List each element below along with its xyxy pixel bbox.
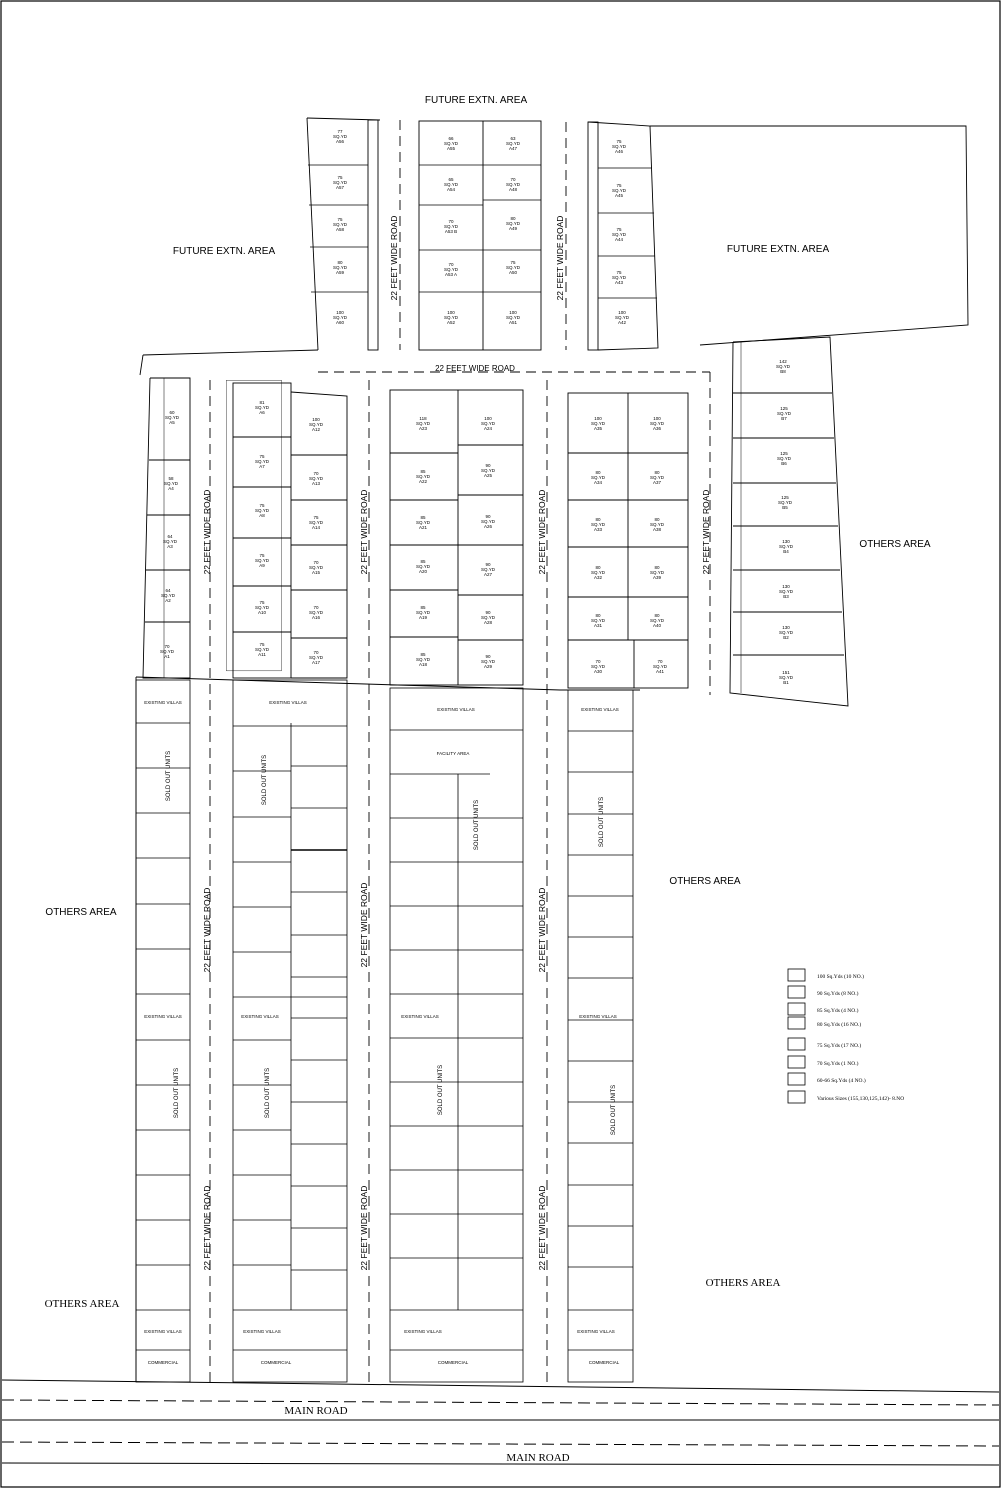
plot-a43: 75 SQ.YD A43 xyxy=(611,270,627,285)
commercial-label: COMMERCIAL xyxy=(260,1360,292,1365)
plot-a40: 80 SQ.YD A40 xyxy=(649,613,665,628)
plot-labels xyxy=(160,129,794,685)
plot-a55: 66 SQ.YD A55 xyxy=(443,136,459,151)
existing-villas-label: EXISTING VILLAS xyxy=(144,1014,182,1019)
plot-a21: 85 SQ.YD A21 xyxy=(415,515,431,530)
plot-a47: 63 SQ.YD A47 xyxy=(505,136,521,151)
plot-b1: 151 SQ.YD B1 xyxy=(778,670,794,685)
plot-a23: 118 SQ.YD A23 xyxy=(415,416,431,431)
existing-villas-label: EXISTING VILLAS xyxy=(241,1014,279,1019)
legend-swatch xyxy=(788,1017,805,1029)
plot-a15: 70 SQ.YD A15 xyxy=(308,560,324,575)
road-label-low-2: 22 FEET WIDE ROAD xyxy=(359,882,369,968)
existing-villas-label: EXISTING VILLAS xyxy=(401,1014,439,1019)
block-a6-a17 xyxy=(226,380,347,678)
legend-entry: 85 Sq.Yds (4 NO.) xyxy=(817,1008,859,1014)
sold-out-units-label: SOLD OUT UNITS xyxy=(166,750,172,802)
plot-b6: 125 SQ.YD B6 xyxy=(776,451,792,466)
plot-a18: 85 SQ.YD A18 xyxy=(415,652,431,667)
plot-a27: 90 SQ.YD A27 xyxy=(480,562,496,577)
road-label-top-2: 22 FEET WIDE ROAD xyxy=(555,215,565,301)
commercial-label: COMMERCIAL xyxy=(147,1360,179,1365)
top-right-column-plots xyxy=(598,168,657,298)
existing-villas-label: EXISTING VILLAS xyxy=(437,707,475,712)
plot-a31: 80 SQ.YD A31 xyxy=(590,613,606,628)
top-mid-column-plots xyxy=(419,165,541,292)
legend-swatch xyxy=(788,1091,805,1103)
road-label-top-1: 22 FEET WIDE ROAD xyxy=(389,215,399,301)
sold-out-units-label: SOLD OUT UNITS xyxy=(599,796,605,848)
others-area-left: OTHERS AREA xyxy=(45,907,117,918)
legend-swatch xyxy=(788,986,805,998)
others-area-right-mid: OTHERS AREA xyxy=(669,876,741,887)
main-road-label-1: MAIN ROAD xyxy=(284,1405,348,1417)
plot-b4: 130 SQ.YD B4 xyxy=(778,539,794,554)
plot-a50: 75 SQ.YD A50 xyxy=(505,260,521,275)
plot-a16: 70 SQ.YD A16 xyxy=(308,605,324,620)
plot-b8: 142 SQ.YD B8 xyxy=(775,359,791,374)
plot-a14: 75 SQ.YD A14 xyxy=(308,515,324,530)
others-area-bottom-right: OTHERS AREA xyxy=(705,1277,781,1289)
block-b1-b8 xyxy=(730,337,848,706)
plot-a8: 75 SQ.YD A8 xyxy=(254,503,270,518)
legend-entry: 100 Sq.Yds (10 NO.) xyxy=(817,974,864,980)
plot-a1: 70 SQ.YD A1 xyxy=(159,644,175,659)
sold-out-units-label: SOLD OUT UNITS xyxy=(474,799,480,851)
plot-a11: 75 SQ.YD A11 xyxy=(254,642,270,657)
plot-a56: 77 SQ.YD A56 xyxy=(332,129,348,144)
legend-entry: 75 Sq.Yds (17 NO.) xyxy=(817,1043,862,1049)
road-label-bot-2: 22 FEET WIDE ROAD xyxy=(359,1185,369,1271)
existing-villas-label: EXISTING VILLAS xyxy=(404,1329,442,1334)
plot-a46: 75 SQ.YD A46 xyxy=(611,139,627,154)
sold-out-units-label: SOLD OUT UNITS xyxy=(262,754,268,806)
existing-col-2 xyxy=(233,680,347,1382)
plot-b7: 125 SQ.YD B7 xyxy=(776,406,792,421)
plot-a24: 100 SQ.YD A24 xyxy=(480,416,496,431)
plot-a32: 80 SQ.YD A32 xyxy=(590,565,606,580)
plot-a36: 100 SQ.YD A36 xyxy=(649,416,665,431)
plot-a3: 64 SQ.YD A3 xyxy=(162,534,178,549)
existing-villas-label: EXISTING VILLAS xyxy=(269,700,307,705)
boundary-line xyxy=(136,677,640,690)
existing-col-3 xyxy=(390,688,523,1382)
plot-a45: 75 SQ.YD A45 xyxy=(611,183,627,198)
plot-a35: 100 SQ.YD A35 xyxy=(590,416,606,431)
main-road-label-2: MAIN ROAD xyxy=(506,1452,570,1464)
legend-entry: 70 Sq.Yds (1 NO.) xyxy=(817,1061,859,1067)
road-label-low-1: 22 FEET WIDE ROAD xyxy=(202,887,212,973)
legend-swatch xyxy=(788,969,805,981)
sold-out-units-label: SOLD OUT UNITS xyxy=(611,1084,617,1136)
sold-out-units-label: SOLD OUT UNITS xyxy=(438,1064,444,1116)
block-a30-a41 xyxy=(568,393,688,688)
road-label-mid-2: 22 FEET WIDE ROAD xyxy=(359,489,369,575)
plot-a53-a: 70 SQ.YD A53 A xyxy=(443,262,459,277)
future-extn-right-label: FUTURE EXTN. AREA xyxy=(726,244,830,255)
existing-col-1 xyxy=(136,680,190,1382)
plot-a38: 80 SQ.YD A38 xyxy=(649,517,665,532)
plot-a10: 75 SQ.YD A10 xyxy=(254,600,270,615)
plot-a13: 70 SQ.YD A13 xyxy=(308,471,324,486)
plot-a22: 85 SQ.YD A22 xyxy=(415,469,431,484)
legend-entry: 60-66 Sq.Yds (4 NO.) xyxy=(817,1078,866,1084)
block-a18-a29 xyxy=(390,390,523,685)
others-area-bottom-left: OTHERS AREA xyxy=(44,1298,120,1310)
existing-villas-label: EXISTING VILLAS xyxy=(579,1014,617,1019)
legend-swatch xyxy=(788,1003,805,1015)
road-label-bot-1: 22 FEET WIDE ROAD xyxy=(202,1185,212,1271)
plot-a42: 100 SQ.YD A42 xyxy=(614,310,630,325)
sold-out-units-label: SOLD OUT UNITS xyxy=(265,1067,271,1119)
plot-a57: 75 SQ.YD A57 xyxy=(332,175,348,190)
plot-a19: 85 SQ.YD A19 xyxy=(415,605,431,620)
others-area-right-upper: OTHERS AREA xyxy=(859,539,931,550)
horizontal-road-label: 22 FEET WIDE ROAD xyxy=(435,364,515,373)
road-label-mid-3: 22 FEET WIDE ROAD xyxy=(537,489,547,575)
plot-a41: 70 SQ.YD A41 xyxy=(652,659,668,674)
plot-a37: 80 SQ.YD A37 xyxy=(649,470,665,485)
plot-a9: 75 SQ.YD A9 xyxy=(254,553,270,568)
legend-entry: 90 Sq.Yds (8 NO.) xyxy=(817,991,859,997)
plot-a5: 60 SQ.YD A5 xyxy=(164,410,180,425)
plot-b3: 130 SQ.YD B3 xyxy=(778,584,794,599)
plot-a60: 100 SQ.YD A60 xyxy=(332,310,348,325)
plot-a2: 64 SQ.YD A2 xyxy=(160,588,176,603)
middle-road-dashes xyxy=(210,380,547,1382)
plot-a54: 65 SQ.YD A54 xyxy=(443,177,459,192)
plot-a7: 75 SQ.YD A7 xyxy=(254,454,270,469)
plot-a25: 90 SQ.YD A25 xyxy=(480,463,496,478)
plot-a28: 90 SQ.YD A28 xyxy=(480,610,496,625)
plot-a51: 100 SQ.YD A51 xyxy=(505,310,521,325)
existing-villas-label: EXISTING VILLAS xyxy=(581,707,619,712)
plot-a17: 70 SQ.YD A17 xyxy=(308,650,324,665)
road-label-bot-3: 22 FEET WIDE ROAD xyxy=(537,1185,547,1271)
road-label-mid-4: 22 FEET WIDE ROAD xyxy=(701,489,711,575)
future-extn-top-label: FUTURE EXTN. AREA xyxy=(424,95,528,106)
plot-a52: 100 SQ.YD A52 xyxy=(443,310,459,325)
legend-entry: Various Sizes (155,130,125,142)- 8.NO xyxy=(817,1096,905,1102)
plot-a44: 75 SQ.YD A44 xyxy=(611,227,627,242)
existing-villas-label: EXISTING VILLAS xyxy=(144,700,182,705)
existing-villas-label: EXISTING VILLAS xyxy=(243,1329,281,1334)
existing-unit-labels xyxy=(144,700,619,1365)
plot-a30: 70 SQ.YD A30 xyxy=(590,659,606,674)
legend xyxy=(788,969,904,1103)
sold-out-units-label: SOLD OUT UNITS xyxy=(174,1067,180,1119)
plot-a33: 80 SQ.YD A33 xyxy=(590,517,606,532)
road-label-mid-1: 22 FEET WIDE ROAD xyxy=(202,489,212,575)
plot-a29: 90 SQ.YD A29 xyxy=(480,654,496,669)
legend-swatch xyxy=(788,1056,805,1068)
commercial-label: COMMERCIAL xyxy=(588,1360,620,1365)
legend-swatch xyxy=(788,1038,805,1050)
plot-a6: 81 SQ.YD A6 xyxy=(254,400,270,415)
plot-a49: 80 SQ.YD A49 xyxy=(505,216,521,231)
plot-a53-b: 70 SQ.YD A53 B xyxy=(443,219,459,234)
existing-villas-label: EXISTING VILLAS xyxy=(144,1329,182,1334)
road-label-low-3: 22 FEET WIDE ROAD xyxy=(537,887,547,973)
plot-a4: 58 SQ.YD A4 xyxy=(163,476,179,491)
legend-entry: 80 Sq.Yds (16 NO.) xyxy=(817,1022,862,1028)
plot-a26: 90 SQ.YD A26 xyxy=(480,514,496,529)
plot-b5: 125 SQ.YD B5 xyxy=(777,495,793,510)
existing-villas-label: EXISTING VILLAS xyxy=(577,1329,615,1334)
existing-col-4 xyxy=(568,690,633,1382)
main-road-lines xyxy=(2,1380,999,1465)
plot-a48: 70 SQ.YD A48 xyxy=(505,177,521,192)
future-extn-left-label: FUTURE EXTN. AREA xyxy=(172,246,276,257)
block-a1-a5 xyxy=(143,378,190,678)
plot-a12: 100 SQ.YD A12 xyxy=(308,417,324,432)
plot-b2: 130 SQ.YD B2 xyxy=(778,625,794,640)
plot-a34: 80 SQ.YD A34 xyxy=(590,470,606,485)
plot-a58: 75 SQ.YD A58 xyxy=(332,217,348,232)
sold-out-labels xyxy=(166,751,617,1135)
plot-a59: 80 SQ.YD A59 xyxy=(332,260,348,275)
facility-area-label: FACILITY AREA xyxy=(436,751,470,756)
legend-swatch xyxy=(788,1073,805,1085)
plot-a39: 80 SQ.YD A39 xyxy=(649,565,665,580)
page-border xyxy=(1,1,1000,1487)
plot-a20: 85 SQ.YD A20 xyxy=(415,559,431,574)
commercial-label: COMMERCIAL xyxy=(437,1360,469,1365)
